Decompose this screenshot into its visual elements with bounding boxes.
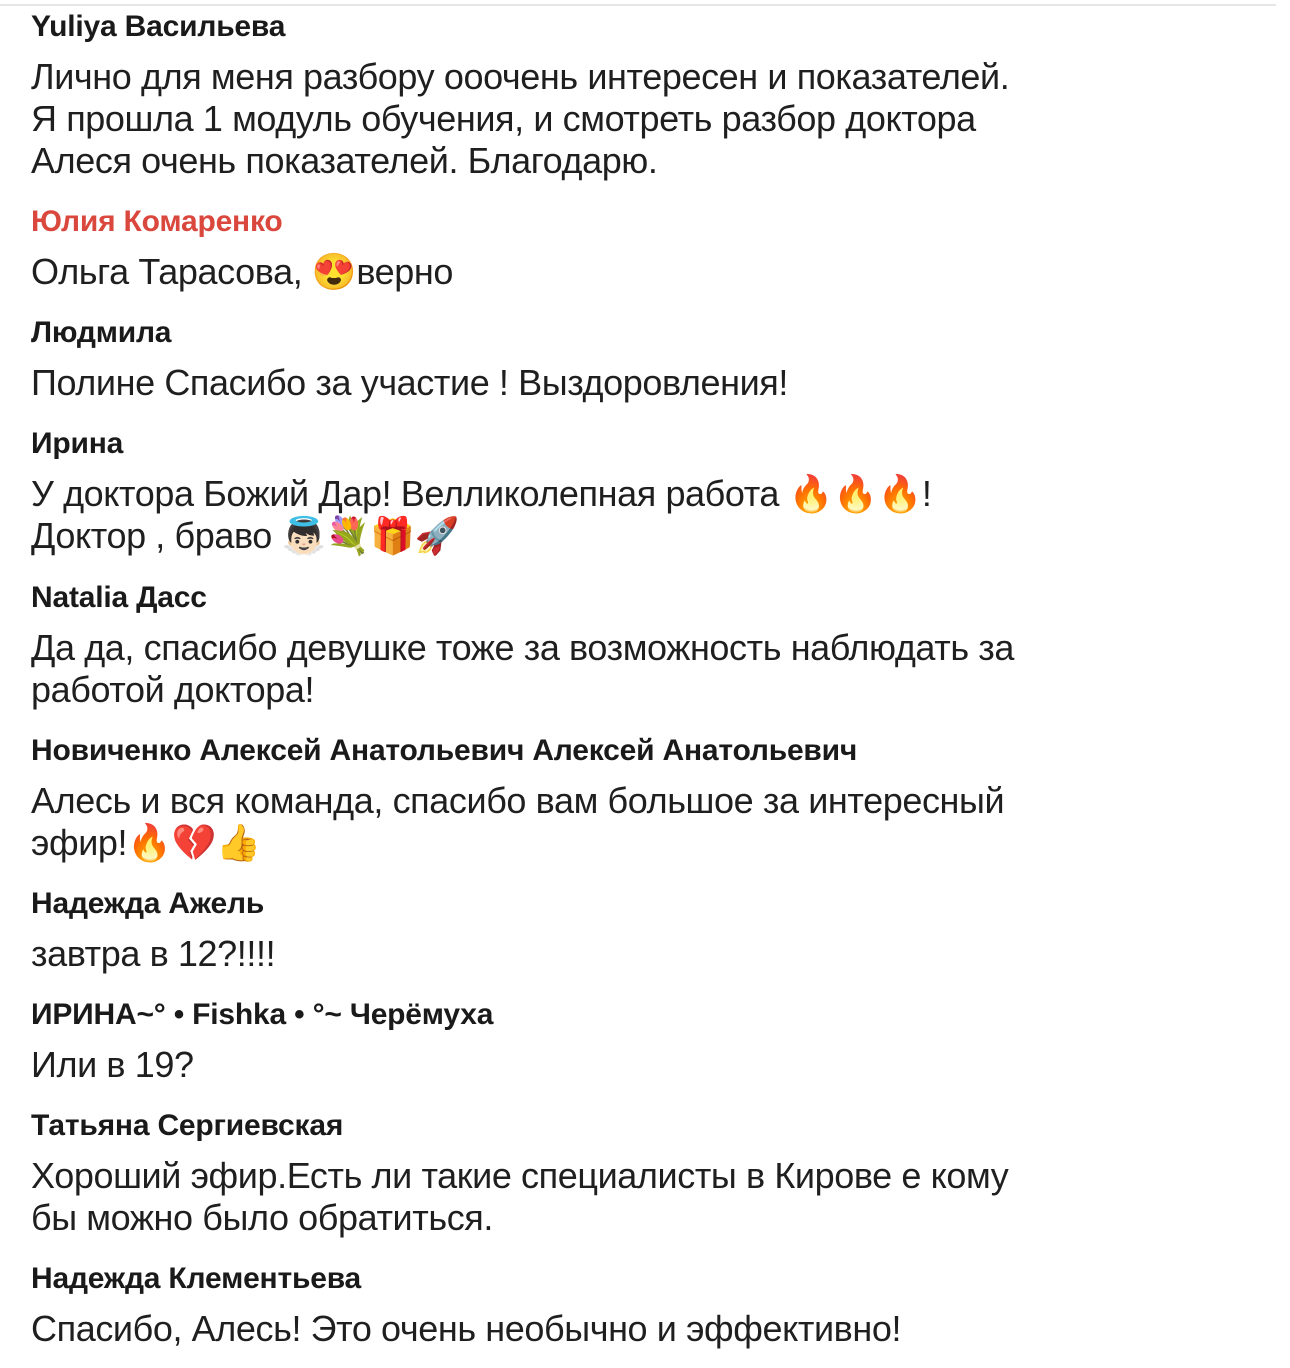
chat-message — [31, 887, 1261, 975]
message-text: Лично для меня разбору ооочень интересен и показателей. Я прошла 1 модуль обучения, и смотреть разбор доктора Алеся очень показателей. Благодарю. — [31, 56, 1010, 181]
message-author[interactable]: Yuliya Васильева — [31, 10, 286, 43]
message-author[interactable]: Татьяна Сергиевская — [31, 1109, 344, 1142]
message-author[interactable]: Надежда Клементьева — [31, 1262, 362, 1295]
chat-message — [31, 734, 1261, 864]
message-text: Алесь и вся команда, спасибо вам большое за интересный эфир!🔥💔👍 — [31, 780, 1005, 863]
message-text: У доктора Божий Дар! Велликолепная работа 🔥🔥🔥! Доктор , браво 👼🏻💐🎁🚀 — [31, 473, 932, 556]
chat-message — [31, 427, 1261, 557]
chat-message — [31, 316, 1261, 404]
message-text: Да да, спасибо девушке тоже за возможность наблюдать за работой доктора! — [31, 627, 1015, 710]
message-author[interactable]: Юлия Комаренко — [31, 205, 283, 238]
message-text: Спасибо, Алесь! Это очень необычно и эффективно! — [31, 1308, 902, 1349]
message-author[interactable]: Людмила — [31, 316, 172, 349]
chat-message — [31, 998, 1261, 1086]
message-text: Хороший эфир.Есть ли такие специалисты в Кирове е кому бы можно было обратиться. — [31, 1155, 1009, 1238]
message-text: завтра в 12?!!!! — [31, 933, 276, 974]
message-author[interactable]: Новиченко Алексей Анатольевич Алексей Анатольевич — [31, 734, 858, 767]
chat-message — [31, 1109, 1261, 1239]
chat-message — [31, 205, 1261, 293]
message-author[interactable]: ИРИНА~° • Fishka • °~ Черёмуха — [31, 998, 494, 1031]
chat-message — [31, 581, 1261, 711]
message-text: Полине Спасибо за участие ! Выздоровления! — [31, 362, 789, 403]
message-text: Ольга Тарасова, 😍верно — [31, 251, 454, 292]
chat-message — [31, 1262, 1261, 1350]
message-text: Или в 19? — [31, 1044, 194, 1085]
message-author[interactable]: Ирина — [31, 427, 124, 460]
top-divider — [0, 4, 1276, 6]
message-author[interactable]: Надежда Ажель — [31, 887, 265, 920]
chat-message — [31, 10, 1261, 182]
message-author[interactable]: Natalia Дасс — [31, 581, 207, 614]
